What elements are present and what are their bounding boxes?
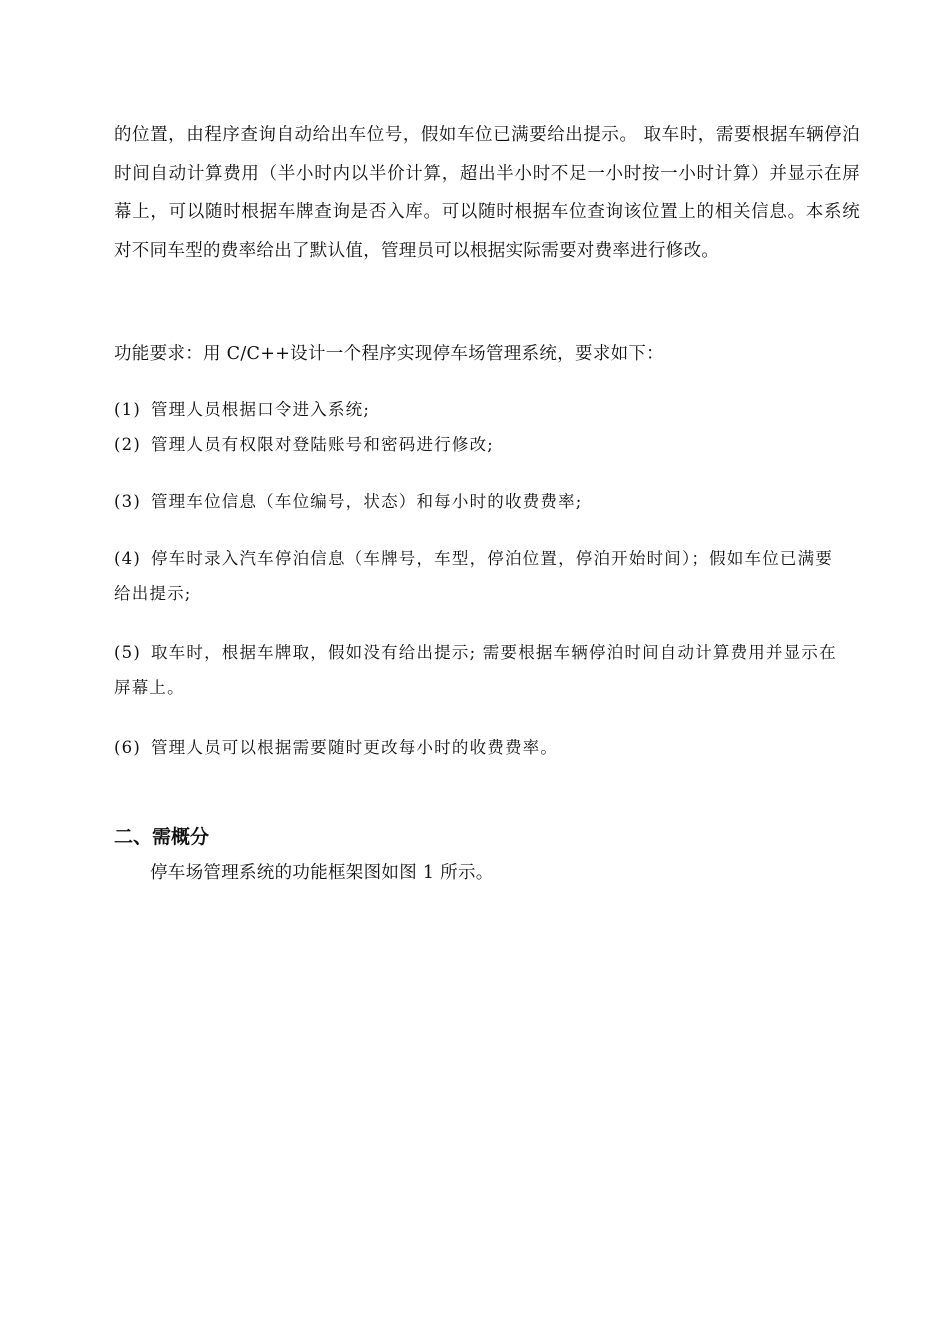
intro-paragraph: 的位置，由程序查询自动给出车位号，假如车位已满要给出提示。 取车时，需要根据车辆停泊时间自动计算费用（半小时内以半价计算，超出半小时不足一小时按一小时计算）并显示在屏幕上，可以随时根据车牌查询是否入库。可以随时根据车位查询该位置上的相关信息。本系统对不同车型的费率给出了默认值，管理员可以根据实际需要对费率进行修改。: [114, 125, 860, 261]
requirement-text: 取车时，根据车牌取，假如没有给出提示; 需要根据车辆停泊时间自动计算费用并显示在屏幕上。: [114, 643, 837, 697]
section-body: 停车场管理系统的功能框架图如图 1 所示。: [150, 863, 494, 883]
requirement-number: (2): [114, 435, 141, 454]
requirements-title: 功能要求：用 C/C++设计一个程序实现停车场管理系统，要求如下：: [114, 344, 664, 364]
requirement-text: 管理人员可以根据需要随时更改每小时的收费费率。: [150, 738, 559, 757]
requirement-number: (5): [114, 643, 141, 662]
requirement-text: 管理人员有权限对登陆账号和密码进行修改;: [150, 435, 495, 454]
requirement-item: [114, 392, 844, 427]
requirement-text: 管理人员根据口令进入系统;: [150, 400, 371, 419]
section-heading: 二、需概分: [114, 826, 210, 848]
requirement-number: (3): [114, 492, 141, 511]
requirement-item: [114, 427, 844, 462]
requirement-number: (6): [114, 738, 141, 757]
requirement-text: 停车时录入汽车停泊信息（车牌号，车型，停泊位置，停泊开始时间）；假如车位已满要给出提示;: [114, 549, 834, 603]
requirement-item: [114, 730, 844, 765]
requirement-number: (4): [114, 549, 141, 568]
requirement-text: 管理车位信息（车位编号，状态）和每小时的收费费率;: [150, 492, 583, 511]
requirement-number: (1): [114, 400, 141, 419]
requirement-item: [114, 541, 844, 611]
requirement-item: [114, 484, 844, 519]
requirement-item: [114, 635, 844, 705]
